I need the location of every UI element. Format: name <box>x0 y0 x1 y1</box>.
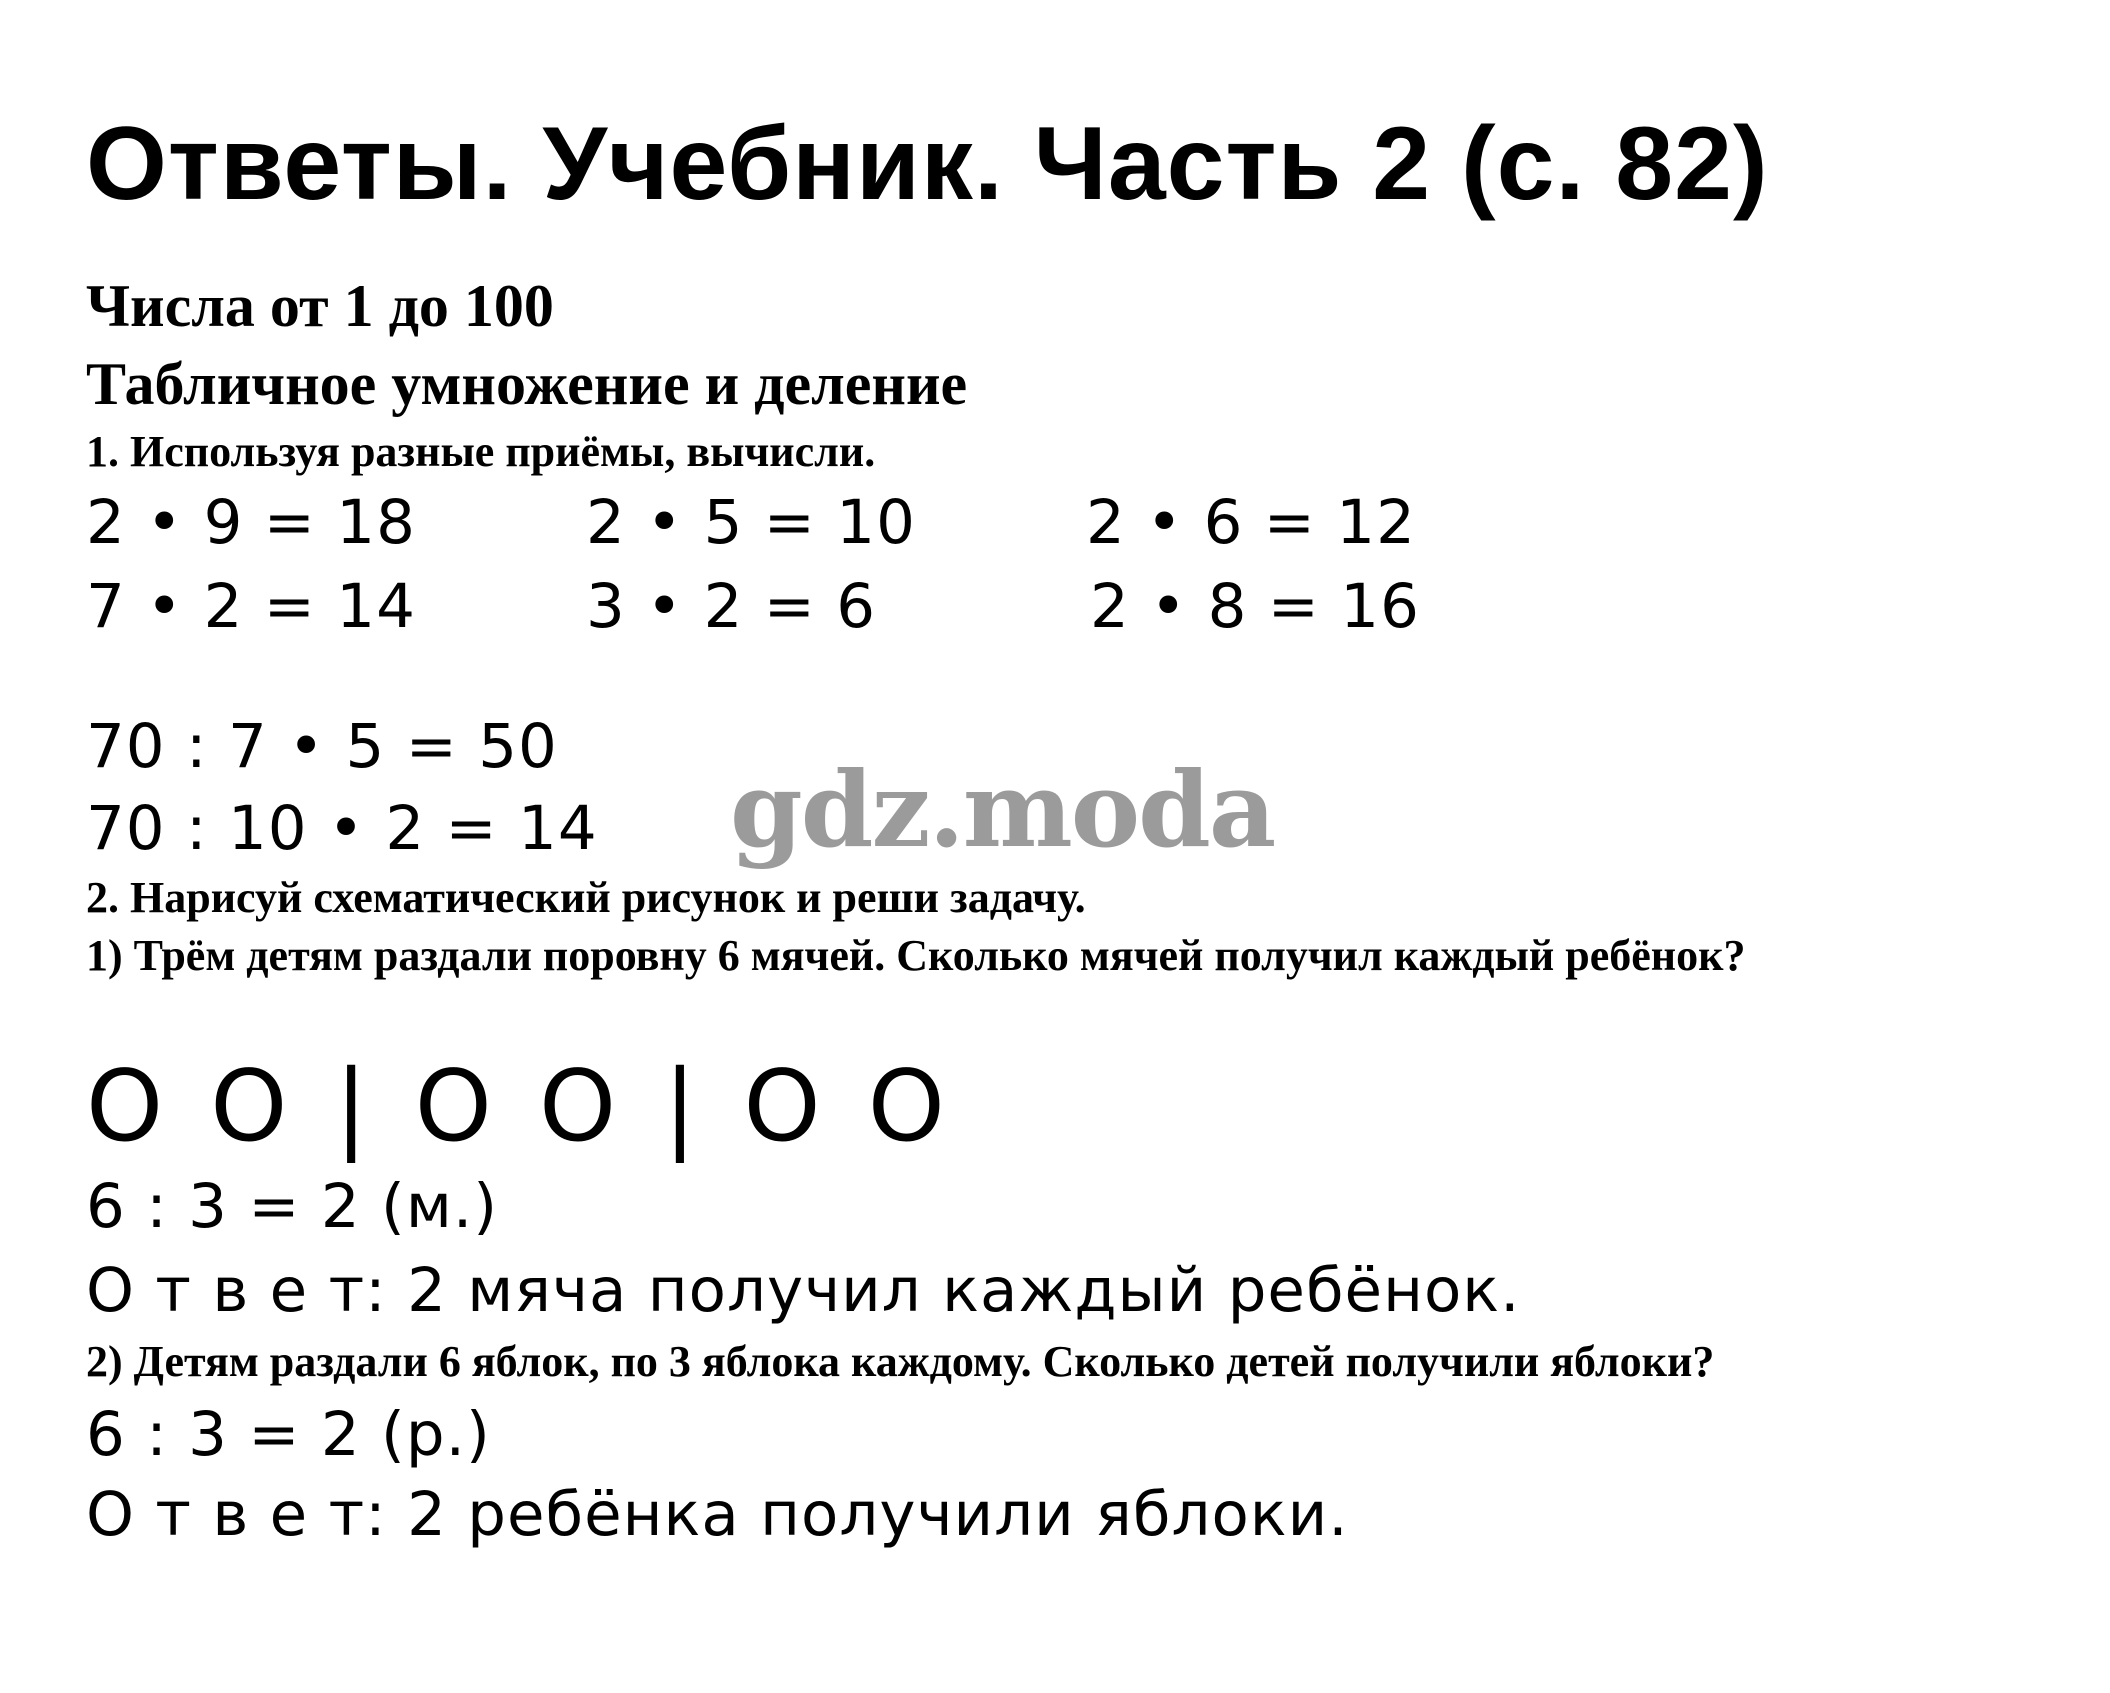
task1-prompt: 1. Используя разные приёмы, вычисли. <box>86 427 876 476</box>
topic-heading: Табличное умножение и деление <box>86 351 968 417</box>
task1-answer-r2c1: 7 • 2 = 14 <box>86 571 416 642</box>
task1-answer-r2c2: 3 • 2 = 6 <box>586 571 877 642</box>
task2-solution-1: 6 : 3 = 2 (м.) <box>86 1171 499 1242</box>
task1-answer-r1c3: 2 • 6 = 12 <box>1086 487 1416 558</box>
task2-solution-2: 6 : 3 = 2 (р.) <box>86 1399 491 1470</box>
task2-scheme-drawing: O O | O O | O O <box>86 1050 953 1164</box>
task1-extra-2: 70 : 10 • 2 = 14 <box>86 793 598 864</box>
page-title: Ответы. Учебник. Часть 2 (с. 82) <box>86 106 1769 222</box>
task1-answer-r2c3: 2 • 8 = 16 <box>1090 571 1420 642</box>
task1-extra-1: 70 : 7 • 5 = 50 <box>86 711 558 782</box>
section-heading: Числа от 1 до 100 <box>86 273 554 339</box>
task2-answer-1: О т в е т: 2 мяча получил каждый ребёнок. <box>86 1255 1521 1326</box>
task1-answer-r1c1: 2 • 9 = 18 <box>86 487 416 558</box>
task1-answer-r1c2: 2 • 5 = 10 <box>586 487 916 558</box>
watermark-logo: gdz.moda <box>730 748 1275 871</box>
task2-question-2: 2) Детям раздали 6 яблок, по 3 яблока каждому. Сколько детей получили яблоки? <box>86 1337 1715 1386</box>
task2-prompt: 2. Нарисуй схематический рисунок и реши задачу. <box>86 873 1086 922</box>
task2-answer-2: О т в е т: 2 ребёнка получили яблоки. <box>86 1479 1349 1550</box>
task2-question-1: 1) Трём детям раздали поровну 6 мячей. Сколько мячей получил каждый ребёнок? <box>86 931 1746 980</box>
